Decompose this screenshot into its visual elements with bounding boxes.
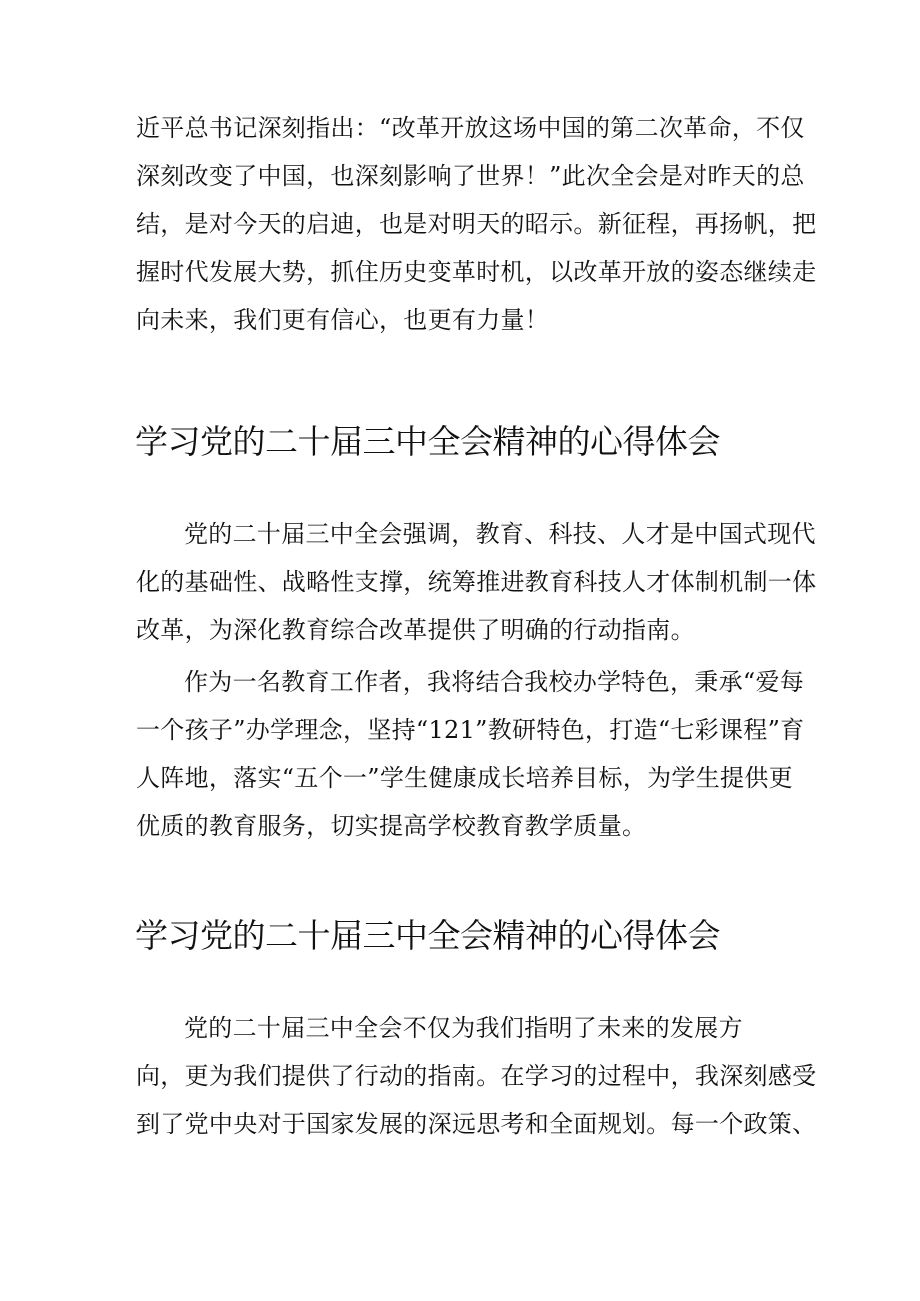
text-line: 向未来，我们更有信心，也更有力量！ xyxy=(136,306,550,334)
text-line: 改革，为深化教育综合改革提供了明确的行动指南。 xyxy=(136,616,695,644)
section1-paragraph-1 xyxy=(136,510,817,654)
text-line: 向，更为我们提供了行动的指南。在学习的过程中，我深刻感受 xyxy=(136,1062,817,1090)
text-line: 结，是对今天的启迪，也是对明天的昭示。新征程，再扬帆，把 xyxy=(136,210,817,238)
text-line: 一个孩子”办学理念，坚持“121”教研特色，打造“七彩课程”育 xyxy=(136,716,805,744)
section2-paragraph-1 xyxy=(136,1004,817,1148)
text-line: 深刻改变了中国，也深刻影响了世界！”此次全会是对昨天的总 xyxy=(136,162,805,190)
section-heading: 学习党的二十届三中全会精神的心得体会 xyxy=(135,422,720,461)
text-line: 握时代发展大势，抓住历史变革时机，以改革开放的姿态继续走 xyxy=(136,258,817,286)
text-line: 化的基础性、战略性支撑，统筹推进教育科技人才体制机制一体 xyxy=(136,568,817,596)
text-line: 作为一名教育工作者，我将结合我校办学特色，秉承“爱每 xyxy=(184,668,805,696)
text-line: 近平总书记深刻指出：“改革开放这场中国的第二次革命，不仅 xyxy=(136,114,805,142)
text-line: 党的二十届三中全会不仅为我们指明了未来的发展方 xyxy=(184,1014,743,1042)
text-line: 优质的教育服务，切实提高学校教育教学质量。 xyxy=(136,812,647,840)
text-line: 党的二十届三中全会强调，教育、科技、人才是中国式现代 xyxy=(184,520,816,548)
text-line: 到了党中央对于国家发展的深远思考和全面规划。每一个政策、 xyxy=(136,1110,817,1138)
section-heading: 学习党的二十届三中全会精神的心得体会 xyxy=(135,916,720,955)
text-line: 人阵地，落实“五个一”学生健康成长培养目标，为学生提供更 xyxy=(136,764,793,792)
intro-paragraph xyxy=(136,104,817,344)
section1-paragraph-2 xyxy=(136,658,805,850)
